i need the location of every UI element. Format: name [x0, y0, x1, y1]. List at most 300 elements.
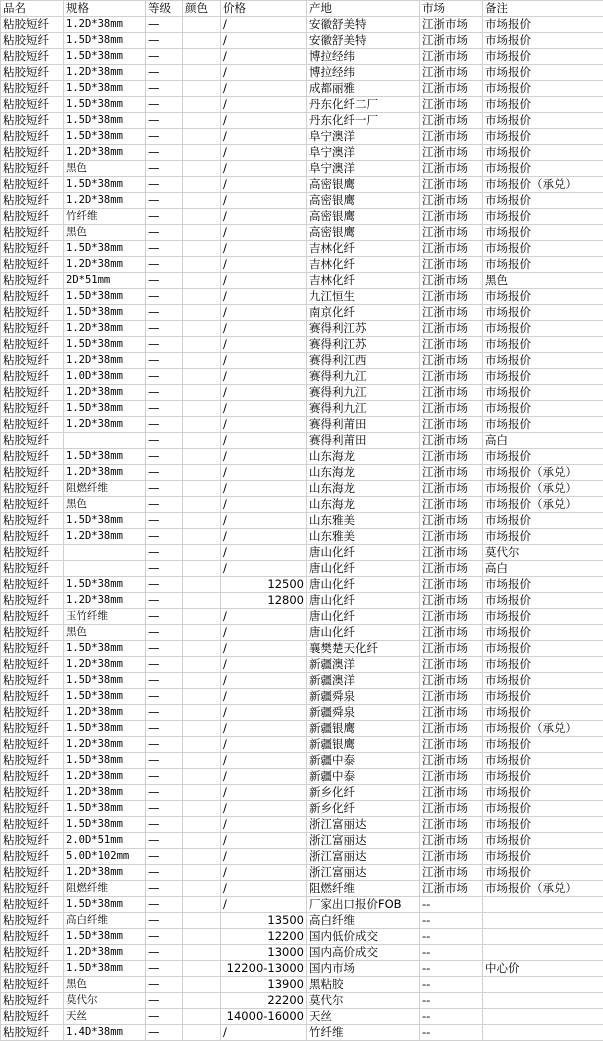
cell-name: 粘胶短纤 [1, 273, 64, 289]
table-row [1, 129, 603, 145]
cell-market: 江浙市场 [420, 33, 483, 49]
cell-market: 江浙市场 [420, 353, 483, 369]
cell-color [183, 945, 221, 961]
cell-market: 江浙市场 [420, 321, 483, 337]
cell-price: / [221, 1025, 307, 1041]
cell-name: 粘胶短纤 [1, 833, 64, 849]
cell-origin: 唐山化纤 [307, 545, 420, 561]
table-row [1, 433, 603, 449]
cell-color [183, 913, 221, 929]
cell-market: -- [420, 897, 483, 913]
cell-origin: 吉林化纤 [307, 241, 420, 257]
cell-market: -- [420, 961, 483, 977]
cell-note: 市场报价 [483, 513, 603, 529]
cell-color [183, 385, 221, 401]
cell-color [183, 17, 221, 33]
cell-origin: 阻燃纤维 [307, 881, 420, 897]
cell-market: -- [420, 1025, 483, 1041]
header-color: 颜色 [183, 1, 221, 17]
cell-spec: 1.0D*38mm [64, 369, 146, 385]
table-row [1, 369, 603, 385]
cell-grade: — [146, 865, 183, 881]
cell-note: 市场报价 [483, 849, 603, 865]
table-row [1, 929, 603, 945]
cell-origin: 赛得利莆田 [307, 433, 420, 449]
cell-price: / [221, 801, 307, 817]
cell-price: 12200 [221, 929, 307, 945]
table-row [1, 817, 603, 833]
cell-origin: 新疆银鹰 [307, 721, 420, 737]
cell-origin: 唐山化纤 [307, 577, 420, 593]
cell-name: 粘胶短纤 [1, 945, 64, 961]
cell-origin: 黑粘胶 [307, 977, 420, 993]
cell-grade: — [146, 385, 183, 401]
cell-color [183, 321, 221, 337]
cell-note: 市场报价 [483, 161, 603, 177]
cell-color [183, 257, 221, 273]
cell-note: 市场报价 [483, 49, 603, 65]
cell-grade: — [146, 1009, 183, 1025]
cell-origin: 山东海龙 [307, 465, 420, 481]
cell-color [183, 481, 221, 497]
cell-name: 粘胶短纤 [1, 481, 64, 497]
header-note: 备注 [483, 1, 603, 17]
cell-color [183, 529, 221, 545]
cell-market: 江浙市场 [420, 881, 483, 897]
cell-color [183, 113, 221, 129]
cell-grade: — [146, 369, 183, 385]
cell-origin: 高密银鹰 [307, 177, 420, 193]
cell-price: / [221, 561, 307, 577]
table-row [1, 113, 603, 129]
cell-spec [64, 561, 146, 577]
cell-name: 粘胶短纤 [1, 337, 64, 353]
cell-grade: — [146, 785, 183, 801]
cell-price: / [221, 705, 307, 721]
cell-price: / [221, 609, 307, 625]
cell-market: 江浙市场 [420, 433, 483, 449]
cell-market: 江浙市场 [420, 81, 483, 97]
cell-spec: 2.0D*51mm [64, 833, 146, 849]
cell-color [183, 369, 221, 385]
cell-color [183, 161, 221, 177]
cell-spec: 1.5D*38mm [64, 289, 146, 305]
table-row [1, 33, 603, 49]
cell-origin: 赛得利莆田 [307, 417, 420, 433]
cell-price: / [221, 337, 307, 353]
cell-origin: 阜宁澳洋 [307, 145, 420, 161]
cell-color [183, 625, 221, 641]
cell-spec: 黑色 [64, 977, 146, 993]
cell-color [183, 129, 221, 145]
cell-spec: 黑色 [64, 497, 146, 513]
cell-name: 粘胶短纤 [1, 433, 64, 449]
cell-color [183, 673, 221, 689]
table-row [1, 865, 603, 881]
cell-spec: 阻燃纤维 [64, 881, 146, 897]
cell-market: 江浙市场 [420, 593, 483, 609]
cell-note: 市场报价 [483, 65, 603, 81]
cell-price: / [221, 673, 307, 689]
cell-color [183, 337, 221, 353]
table-row [1, 417, 603, 433]
cell-origin: 竹纤维 [307, 1025, 420, 1041]
cell-name: 粘胶短纤 [1, 65, 64, 81]
cell-price: / [221, 769, 307, 785]
cell-origin: 国内市场 [307, 961, 420, 977]
cell-spec: 1.5D*38mm [64, 641, 146, 657]
cell-grade: — [146, 801, 183, 817]
table-row [1, 449, 603, 465]
cell-price: / [221, 273, 307, 289]
cell-market: 江浙市场 [420, 113, 483, 129]
cell-price: / [221, 849, 307, 865]
cell-market: 江浙市场 [420, 737, 483, 753]
table-row [1, 1009, 603, 1025]
cell-grade: — [146, 305, 183, 321]
cell-market: 江浙市场 [420, 401, 483, 417]
cell-spec: 1.2D*38mm [64, 465, 146, 481]
cell-spec: 1.5D*38mm [64, 801, 146, 817]
cell-market: 江浙市场 [420, 465, 483, 481]
cell-origin: 浙江富丽达 [307, 849, 420, 865]
table-row [1, 561, 603, 577]
cell-note: 市场报价 [483, 225, 603, 241]
cell-note: 市场报价 [483, 353, 603, 369]
table-row [1, 81, 603, 97]
table-row [1, 337, 603, 353]
cell-note: 高白 [483, 561, 603, 577]
cell-grade: — [146, 289, 183, 305]
cell-spec: 1.5D*38mm [64, 721, 146, 737]
cell-note: 市场报价 [483, 305, 603, 321]
cell-color [183, 609, 221, 625]
cell-note: 市场报价 [483, 801, 603, 817]
cell-price: / [221, 641, 307, 657]
cell-price: / [221, 897, 307, 913]
cell-note [483, 913, 603, 929]
cell-price: / [221, 321, 307, 337]
table-row [1, 145, 603, 161]
cell-note: 市场报价 [483, 257, 603, 273]
cell-origin: 新疆银鹰 [307, 737, 420, 753]
cell-note: 市场报价（承兑） [483, 465, 603, 481]
cell-market: 江浙市场 [420, 49, 483, 65]
cell-color [183, 305, 221, 321]
cell-color [183, 225, 221, 241]
cell-note: 市场报价（承兑） [483, 881, 603, 897]
cell-origin: 襄樊楚天化纤 [307, 641, 420, 657]
cell-note: 市场报价 [483, 209, 603, 225]
cell-color [183, 721, 221, 737]
table-row [1, 961, 603, 977]
cell-spec: 1.2D*38mm [64, 17, 146, 33]
cell-color [183, 849, 221, 865]
cell-price: / [221, 145, 307, 161]
cell-name: 粘胶短纤 [1, 129, 64, 145]
cell-market: 江浙市场 [420, 65, 483, 81]
cell-name: 粘胶短纤 [1, 353, 64, 369]
cell-price: / [221, 721, 307, 737]
cell-price: / [221, 49, 307, 65]
cell-grade: — [146, 705, 183, 721]
cell-price: / [221, 193, 307, 209]
cell-name: 粘胶短纤 [1, 385, 64, 401]
cell-name: 粘胶短纤 [1, 785, 64, 801]
cell-origin: 安徽舒美特 [307, 33, 420, 49]
cell-market: 江浙市场 [420, 657, 483, 673]
cell-origin: 南京化纤 [307, 305, 420, 321]
cell-color [183, 561, 221, 577]
table-row [1, 977, 603, 993]
cell-origin: 九江恒生 [307, 289, 420, 305]
cell-name: 粘胶短纤 [1, 753, 64, 769]
table-row [1, 769, 603, 785]
cell-color [183, 1025, 221, 1041]
table-row [1, 497, 603, 513]
cell-market: 江浙市场 [420, 577, 483, 593]
cell-color [183, 145, 221, 161]
cell-grade: — [146, 913, 183, 929]
cell-grade: — [146, 321, 183, 337]
cell-origin: 莫代尔 [307, 993, 420, 1009]
cell-market: 江浙市场 [420, 849, 483, 865]
cell-market: 江浙市场 [420, 481, 483, 497]
cell-origin: 高密银鹰 [307, 225, 420, 241]
header-row [1, 1, 603, 17]
table-row [1, 577, 603, 593]
cell-grade: — [146, 689, 183, 705]
cell-origin: 阜宁澳洋 [307, 129, 420, 145]
cell-market: -- [420, 993, 483, 1009]
cell-grade: — [146, 737, 183, 753]
cell-origin: 新疆舜泉 [307, 705, 420, 721]
table-row [1, 17, 603, 33]
cell-note: 黑色 [483, 273, 603, 289]
cell-name: 粘胶短纤 [1, 817, 64, 833]
cell-spec: 1.5D*38mm [64, 337, 146, 353]
cell-spec: 1.5D*38mm [64, 897, 146, 913]
cell-note: 市场报价（承兑） [483, 177, 603, 193]
cell-origin: 新乡化纤 [307, 785, 420, 801]
cell-name: 粘胶短纤 [1, 609, 64, 625]
cell-name: 粘胶短纤 [1, 193, 64, 209]
table-row [1, 305, 603, 321]
table-row [1, 673, 603, 689]
cell-name: 粘胶短纤 [1, 113, 64, 129]
cell-grade: — [146, 97, 183, 113]
cell-price: 12500 [221, 577, 307, 593]
cell-price: 14000-16000 [221, 1009, 307, 1025]
cell-price: / [221, 497, 307, 513]
table-row [1, 241, 603, 257]
header-market: 市场 [420, 1, 483, 17]
cell-color [183, 785, 221, 801]
cell-price: / [221, 449, 307, 465]
cell-color [183, 897, 221, 913]
cell-market: -- [420, 913, 483, 929]
cell-note: 市场报价（承兑） [483, 721, 603, 737]
table-row [1, 849, 603, 865]
cell-color [183, 289, 221, 305]
table-row [1, 993, 603, 1009]
cell-grade: — [146, 897, 183, 913]
cell-color [183, 705, 221, 721]
cell-market: 江浙市场 [420, 449, 483, 465]
cell-price: / [221, 833, 307, 849]
cell-origin: 赛得利九江 [307, 385, 420, 401]
cell-origin: 赛得利江苏 [307, 337, 420, 353]
cell-price: / [221, 529, 307, 545]
cell-name: 粘胶短纤 [1, 465, 64, 481]
cell-price: / [221, 353, 307, 369]
cell-grade: — [146, 993, 183, 1009]
cell-note: 市场报价 [483, 641, 603, 657]
cell-note: 市场报价 [483, 193, 603, 209]
cell-spec: 1.5D*38mm [64, 449, 146, 465]
cell-grade: — [146, 577, 183, 593]
cell-spec: 1.2D*38mm [64, 65, 146, 81]
table-body [1, 17, 603, 1041]
cell-color [183, 641, 221, 657]
cell-origin: 博拉经纬 [307, 49, 420, 65]
cell-market: 江浙市场 [420, 97, 483, 113]
cell-name: 粘胶短纤 [1, 625, 64, 641]
cell-origin: 丹东化纤二厂 [307, 97, 420, 113]
cell-origin: 唐山化纤 [307, 561, 420, 577]
table-row [1, 401, 603, 417]
cell-name: 粘胶短纤 [1, 593, 64, 609]
cell-name: 粘胶短纤 [1, 545, 64, 561]
cell-spec: 2D*51mm [64, 273, 146, 289]
cell-price: / [221, 289, 307, 305]
cell-color [183, 353, 221, 369]
cell-color [183, 833, 221, 849]
cell-market: 江浙市场 [420, 417, 483, 433]
cell-color [183, 865, 221, 881]
cell-name: 粘胶短纤 [1, 81, 64, 97]
cell-spec: 1.2D*38mm [64, 865, 146, 881]
table-row [1, 833, 603, 849]
header-origin: 产地 [307, 1, 420, 17]
cell-note [483, 929, 603, 945]
table-row [1, 529, 603, 545]
table-row [1, 193, 603, 209]
cell-name: 粘胶短纤 [1, 33, 64, 49]
cell-price: / [221, 753, 307, 769]
table-row [1, 209, 603, 225]
cell-grade: — [146, 881, 183, 897]
cell-origin: 阜宁澳洋 [307, 161, 420, 177]
cell-grade: — [146, 337, 183, 353]
cell-color [183, 577, 221, 593]
cell-spec: 黑色 [64, 225, 146, 241]
cell-origin: 新乡化纤 [307, 801, 420, 817]
header-spec: 规格 [64, 1, 146, 17]
table-row [1, 177, 603, 193]
cell-market: 江浙市场 [420, 513, 483, 529]
cell-grade: — [146, 273, 183, 289]
cell-color [183, 49, 221, 65]
table-row [1, 273, 603, 289]
cell-note: 市场报价 [483, 241, 603, 257]
cell-spec [64, 545, 146, 561]
cell-color [183, 241, 221, 257]
cell-color [183, 417, 221, 433]
cell-price: / [221, 481, 307, 497]
table-row [1, 753, 603, 769]
cell-origin: 丹东化纤一厂 [307, 113, 420, 129]
cell-color [183, 81, 221, 97]
table-row [1, 625, 603, 641]
cell-grade: — [146, 529, 183, 545]
cell-market: 江浙市场 [420, 625, 483, 641]
cell-color [183, 881, 221, 897]
cell-note: 市场报价 [483, 289, 603, 305]
cell-name: 粘胶短纤 [1, 369, 64, 385]
cell-market: 江浙市场 [420, 689, 483, 705]
cell-color [183, 33, 221, 49]
cell-market: -- [420, 945, 483, 961]
cell-origin: 天丝 [307, 1009, 420, 1025]
cell-name: 粘胶短纤 [1, 321, 64, 337]
cell-note: 莫代尔 [483, 545, 603, 561]
cell-market: 江浙市场 [420, 193, 483, 209]
cell-name: 粘胶短纤 [1, 17, 64, 33]
cell-note: 市场报价 [483, 673, 603, 689]
cell-note: 市场报价 [483, 593, 603, 609]
cell-note: 市场报价 [483, 417, 603, 433]
cell-market: 江浙市场 [420, 241, 483, 257]
cell-color [183, 977, 221, 993]
cell-grade: — [146, 513, 183, 529]
cell-price: / [221, 305, 307, 321]
cell-spec: 1.2D*38mm [64, 417, 146, 433]
table-row [1, 737, 603, 753]
cell-color [183, 961, 221, 977]
cell-grade: — [146, 609, 183, 625]
table-row [1, 289, 603, 305]
cell-name: 粘胶短纤 [1, 705, 64, 721]
cell-grade: — [146, 177, 183, 193]
cell-spec: 天丝 [64, 1009, 146, 1025]
cell-grade: — [146, 81, 183, 97]
cell-grade: — [146, 769, 183, 785]
cell-origin: 浙江富丽达 [307, 833, 420, 849]
cell-name: 粘胶短纤 [1, 641, 64, 657]
cell-name: 粘胶短纤 [1, 961, 64, 977]
cell-color [183, 801, 221, 817]
cell-color [183, 689, 221, 705]
cell-grade: — [146, 209, 183, 225]
cell-note: 市场报价 [483, 529, 603, 545]
cell-note: 市场报价 [483, 577, 603, 593]
cell-origin: 山东海龙 [307, 449, 420, 465]
cell-origin: 赛得利江苏 [307, 321, 420, 337]
cell-note: 市场报价 [483, 369, 603, 385]
cell-grade: — [146, 929, 183, 945]
cell-note: 中心价 [483, 961, 603, 977]
cell-price: / [221, 625, 307, 641]
cell-price: / [221, 113, 307, 129]
cell-price: 12200-13000 [221, 961, 307, 977]
cell-note: 市场报价 [483, 865, 603, 881]
cell-price: 13000 [221, 945, 307, 961]
cell-spec: 1.2D*38mm [64, 321, 146, 337]
cell-spec: 1.5D*38mm [64, 817, 146, 833]
cell-grade: — [146, 625, 183, 641]
cell-price: / [221, 97, 307, 113]
